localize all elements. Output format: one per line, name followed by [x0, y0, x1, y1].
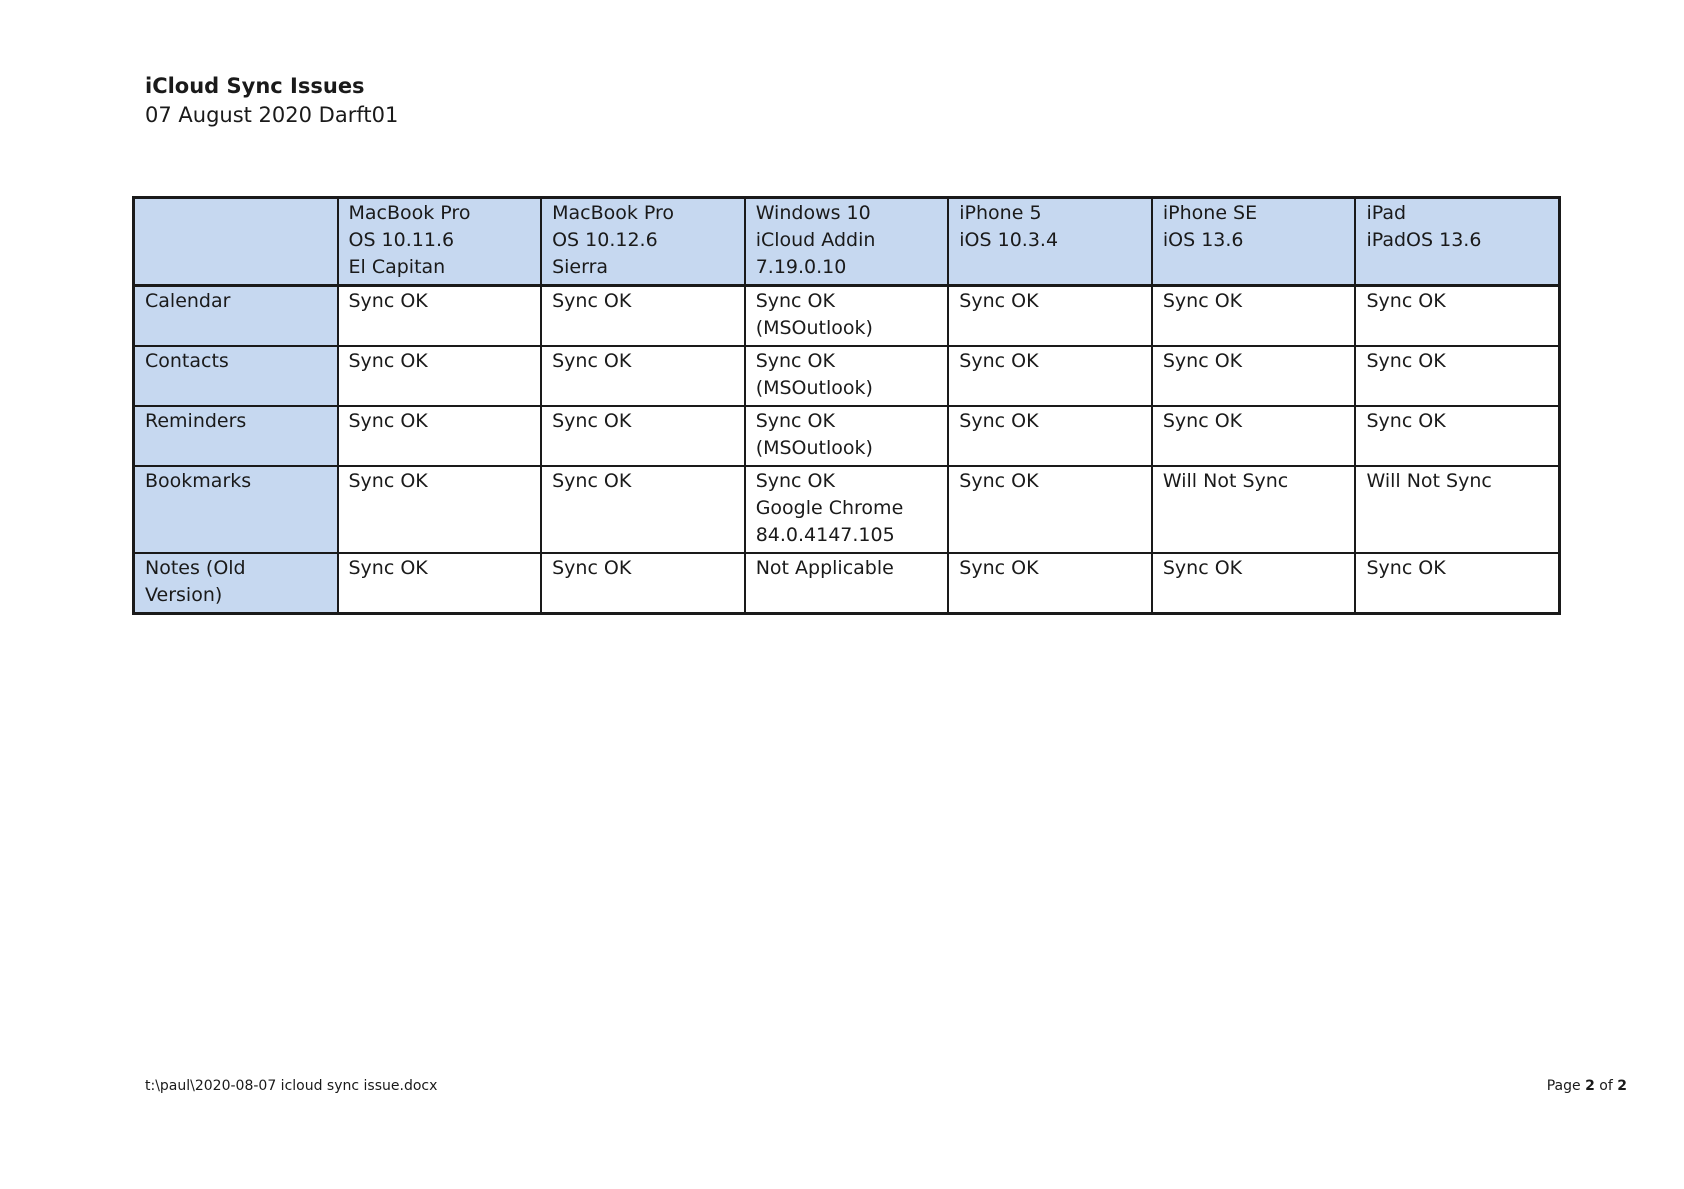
- table-cell: Sync OK (MSOutlook): [745, 346, 949, 406]
- footer-page-number: [1547, 1078, 1627, 1094]
- table-row-contacts: [134, 346, 1560, 406]
- table-cell: Sync OK: [948, 466, 1152, 553]
- header-windows-10: Windows 10 iCloud Addin 7.19.0.10: [745, 198, 949, 286]
- table-cell: Sync OK (MSOutlook): [745, 286, 949, 347]
- table-cell: Sync OK Google Chrome 84.0.4147.105: [745, 466, 949, 553]
- table-cell: Sync OK: [541, 466, 745, 553]
- table-cell: Sync OK: [1355, 406, 1559, 466]
- table-row-bookmarks: [134, 466, 1560, 553]
- footer-page-total: 2: [1617, 1078, 1627, 1094]
- table-cell: Sync OK: [541, 553, 745, 614]
- footer-page-word: Page: [1546, 1078, 1581, 1094]
- table-cell: Sync OK: [338, 466, 542, 553]
- table-cell: Sync OK: [948, 553, 1152, 614]
- table-cell: Sync OK (MSOutlook): [745, 406, 949, 466]
- table-cell: Sync OK: [948, 346, 1152, 406]
- header-macbook-pro-el-capitan: MacBook Pro OS 10.11.6 El Capitan: [338, 198, 542, 286]
- header-iphone-se: iPhone SE iOS 13.6: [1152, 198, 1356, 286]
- table-cell: Sync OK: [1355, 553, 1559, 614]
- table-cell: Sync OK: [541, 346, 745, 406]
- table-cell: Sync OK: [541, 406, 745, 466]
- table-cell: Sync OK: [541, 286, 745, 347]
- row-label: Calendar: [134, 286, 338, 347]
- row-label: Notes (Old Version): [134, 553, 338, 614]
- footer-page-of: of: [1599, 1078, 1613, 1094]
- table-cell: Sync OK: [1152, 406, 1356, 466]
- row-label: Bookmarks: [134, 466, 338, 553]
- table-row-calendar: [134, 286, 1560, 347]
- footer-file-path: t:\paul\2020-08-07 icloud sync issue.docx: [145, 1078, 438, 1094]
- table-cell: Sync OK: [948, 286, 1152, 347]
- table-cell: Sync OK: [1152, 553, 1356, 614]
- header-macbook-pro-sierra: MacBook Pro OS 10.12.6 Sierra: [541, 198, 745, 286]
- table-cell-will-not-sync: Will Not Sync: [1355, 466, 1559, 553]
- document-subtitle: 07 August 2020 Darft01: [145, 103, 399, 127]
- sync-status-table: [132, 196, 1561, 615]
- table-header-row: [134, 198, 1560, 286]
- table-cell: Sync OK: [338, 286, 542, 347]
- table-cell: Sync OK: [1152, 346, 1356, 406]
- table-cell: Sync OK: [1152, 286, 1356, 347]
- header-iphone-5: iPhone 5 iOS 10.3.4: [948, 198, 1152, 286]
- table-cell-will-not-sync: Will Not Sync: [1152, 466, 1356, 553]
- header-corner-cell: [134, 198, 338, 286]
- row-label: Reminders: [134, 406, 338, 466]
- table-row-notes-old-version: [134, 553, 1560, 614]
- table-cell: Sync OK: [338, 406, 542, 466]
- document-title: iCloud Sync Issues: [145, 74, 365, 98]
- table-cell: Sync OK: [1355, 346, 1559, 406]
- table-cell: Sync OK: [1355, 286, 1559, 347]
- table-cell: Sync OK: [948, 406, 1152, 466]
- footer-page-current: 2: [1585, 1078, 1595, 1094]
- header-ipad: iPad iPadOS 13.6: [1355, 198, 1559, 286]
- table-row-reminders: [134, 406, 1560, 466]
- table-cell: Not Applicable: [745, 553, 949, 614]
- row-label: Contacts: [134, 346, 338, 406]
- table-cell: Sync OK: [338, 553, 542, 614]
- table-cell: Sync OK: [338, 346, 542, 406]
